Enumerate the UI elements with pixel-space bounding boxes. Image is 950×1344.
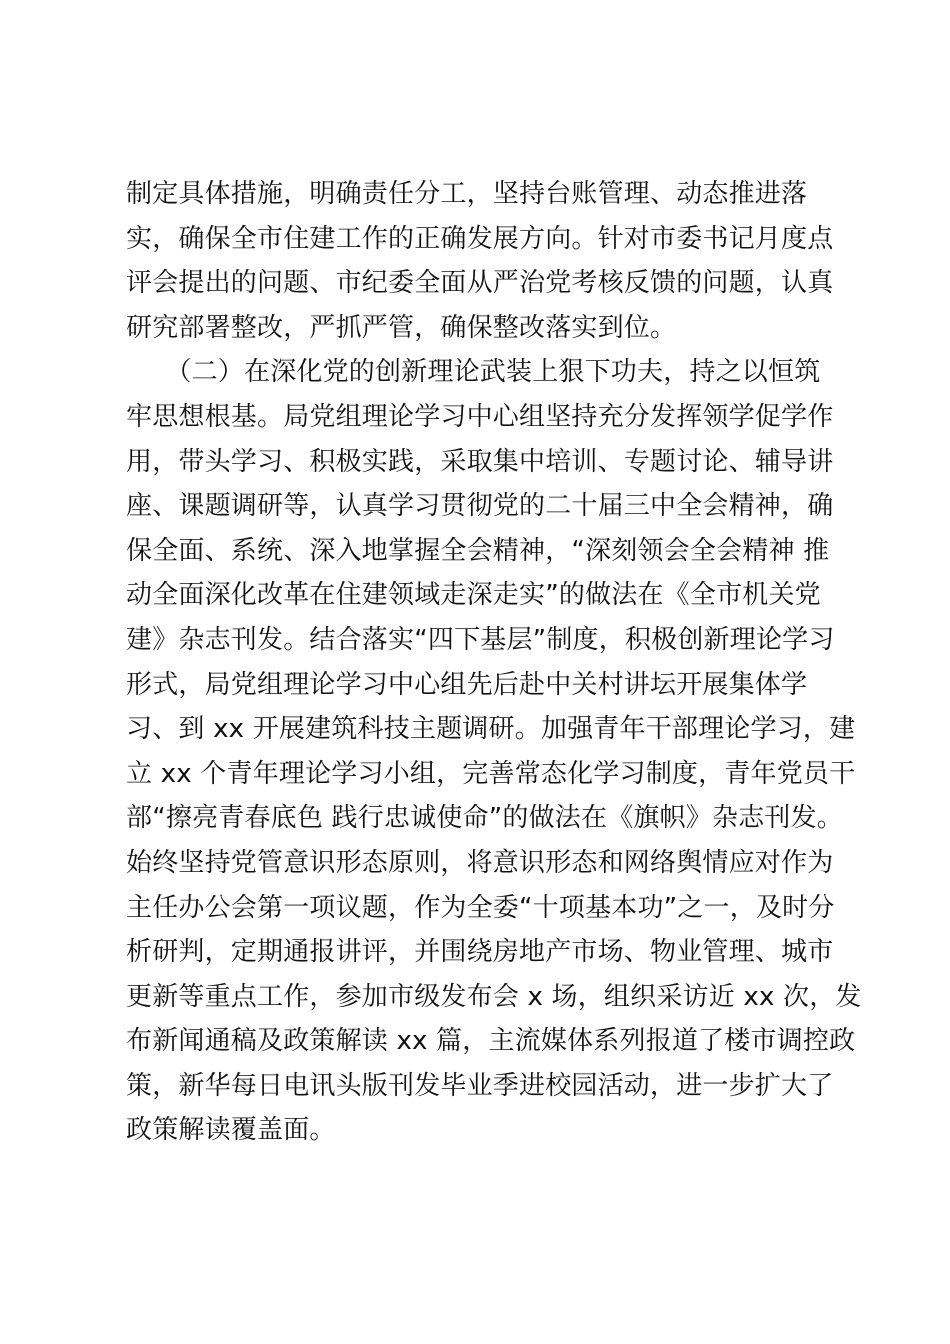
text-line: 策，新华每日电讯头版刊发毕业季进校园活动，进一步扩大了 <box>126 1070 834 1101</box>
text-line: 动全面深化改革在住建领域走深走实”的做法在《全市机关党 <box>126 580 821 611</box>
section-heading-line: （二）在深化党的创新理论武装上狠下功夫，持之以恒筑 <box>126 357 821 388</box>
text-line: 政策解读覆盖面。 <box>126 1115 336 1146</box>
text-line: 布新闻通稿及政策解读 xx 篇，主流媒体系列报道了楼市调控政 <box>126 1026 856 1057</box>
text-line: 研究部署整改，严抓严管，确保整改落实到位。 <box>126 312 677 343</box>
text-line: 更新等重点工作，参加市级发布会 x 场，组织采访近 xx 次，发 <box>126 981 862 1012</box>
text-line: 习、到 xx 开展建筑科技主题调研。加强青年干部理论学习，建 <box>126 714 856 745</box>
text-line: 实，确保全市住建工作的正确发展方向。针对市委书记月度点 <box>126 223 834 254</box>
text-line: 主任办公会第一项议题，作为全委“十项基本功”之一，及时分 <box>126 892 835 923</box>
text-line: 立 xx 个青年理论学习小组，完善常态化学习制度，青年党员干 <box>126 758 856 789</box>
text-line: 座、课题调研等，认真学习贯彻党的二十届三中全会精神，确 <box>126 491 834 522</box>
text-line: 评会提出的问题、市纪委全面从严治党考核反馈的问题，认真 <box>126 268 834 299</box>
text-line: 用，带头学习、积极实践，采取集中培训、专题讨论、辅导讲 <box>126 446 834 477</box>
text-line: 牢思想根基。局党组理论学习中心组坚持充分发挥领学促学作 <box>126 401 834 432</box>
text-line: 制定具体措施，明确责任分工，坚持台账管理、动态推进落 <box>126 179 808 209</box>
text-line: 部“擦亮青春底色 践行忠诚使命”的做法在《旗帜》杂志刊发。 <box>126 803 844 834</box>
text-line: 析研判，定期通报讲评，并围绕房地产市场、物业管理、城市 <box>126 937 834 968</box>
text-line: 保全面、系统、深入地掌握全会精神，“深刻领会全会精神 推 <box>126 535 830 566</box>
text-line: 建》杂志刊发。结合落实“四下基层”制度，积极创新理论学习 <box>126 624 835 655</box>
text-line: 形式，局党组理论学习中心组先后赴中关村讲坛开展集体学 <box>126 669 808 700</box>
body-text <box>126 172 862 1153</box>
text-line: 始终坚持党管意识形态原则，将意识形态和网络舆情应对作为 <box>126 847 834 878</box>
